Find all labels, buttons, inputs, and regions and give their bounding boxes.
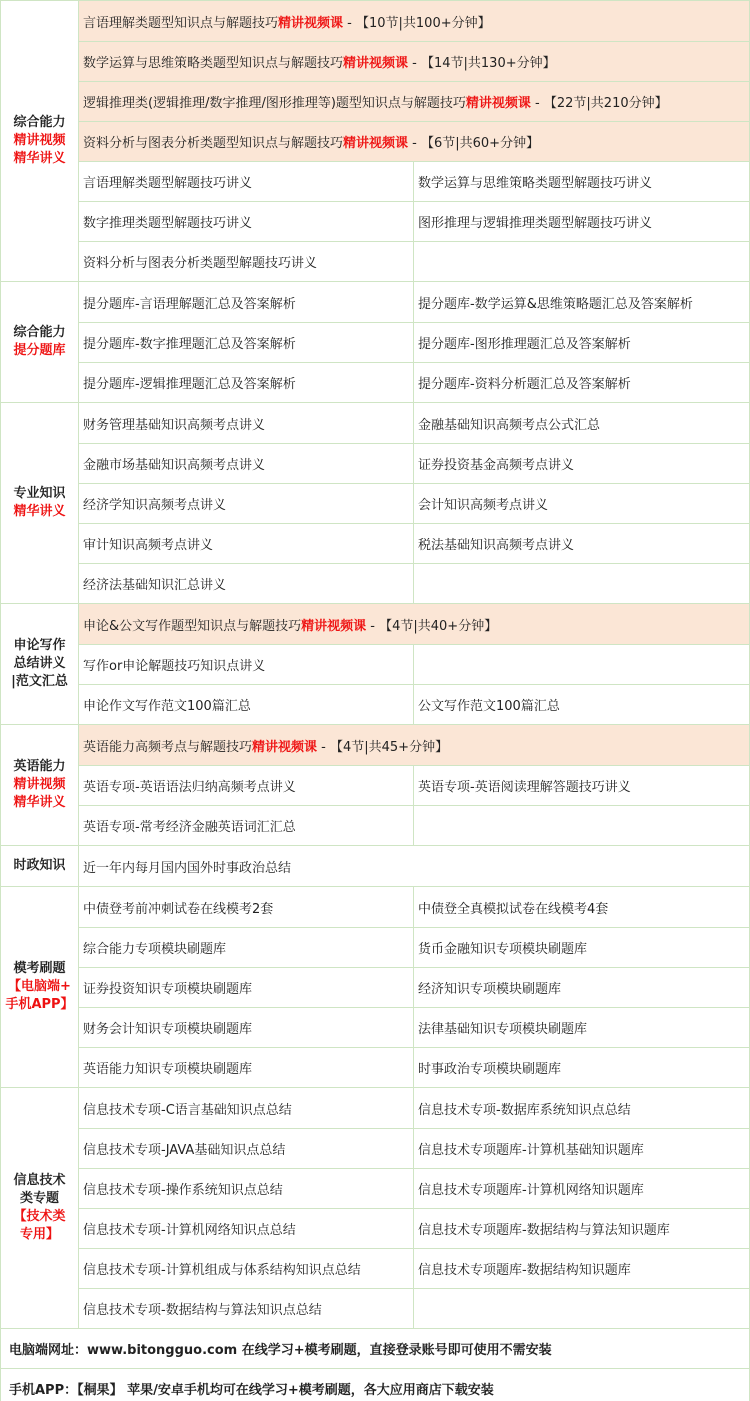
- list-item[interactable]: 审计知识高频考点讲义: [79, 523, 414, 563]
- section-2: [0, 403, 750, 604]
- list-item[interactable]: 英语专项-英语阅读理解答题技巧讲义: [414, 765, 750, 805]
- empty-cell: [414, 563, 750, 603]
- table-row: [79, 1047, 750, 1087]
- section-items: [79, 282, 750, 402]
- table-row: [79, 523, 750, 563]
- empty-cell: [414, 1288, 750, 1328]
- section-label: [0, 846, 79, 886]
- table-row: [79, 362, 750, 402]
- table-row: [79, 443, 750, 483]
- footer-app-info: 手机APP：【桐果】 苹果/安卓手机均可在线学习+模考刷题，各大应用商店下载安装: [0, 1369, 750, 1401]
- section-label: [0, 1, 79, 281]
- list-item[interactable]: 信息技术专项-计算机组成与体系结构知识点总结: [79, 1248, 414, 1288]
- list-item[interactable]: 金融基础知识高频考点公式汇总: [414, 403, 750, 443]
- video-course-tag: 精讲视频课: [278, 15, 344, 31]
- list-item[interactable]: 信息技术专项题库-计算机网络知识题库: [414, 1168, 750, 1208]
- list-item[interactable]: 英语专项-常考经济金融英语词汇汇总: [79, 805, 414, 845]
- video-course-title: 资料分析与图表分析类题型知识点与解题技巧: [83, 136, 344, 151]
- video-course-title: 英语能力高频考点与解题技巧: [83, 739, 253, 755]
- table-row: [79, 1248, 750, 1288]
- list-item[interactable]: 提分题库-资料分析题汇总及答案解析: [414, 362, 750, 402]
- list-item[interactable]: 图形推理与逻辑推理类题型解题技巧讲义: [414, 201, 750, 241]
- section-label-main: 模考刷题: [13, 961, 66, 976]
- section-label-highlight: 精讲视频 精华讲义: [13, 777, 66, 810]
- table-row: [79, 684, 750, 724]
- video-course-duration: - 【14节|共130+分钟】: [408, 56, 556, 71]
- list-item[interactable]: 写作or申论解题技巧知识点讲义: [79, 644, 414, 684]
- list-item[interactable]: 会计知识高频考点讲义: [414, 483, 750, 523]
- video-course-link[interactable]: [79, 725, 750, 765]
- empty-cell: [414, 805, 750, 845]
- list-item[interactable]: 资料分析与图表分析类题型解题技巧讲义: [79, 241, 414, 281]
- table-row: [79, 201, 750, 241]
- section-label-main: 综合能力: [13, 115, 66, 130]
- list-item[interactable]: 法律基础知识专项模块刷题库: [414, 1007, 750, 1047]
- list-item[interactable]: 提分题库-图形推理题汇总及答案解析: [414, 322, 750, 362]
- video-course-duration: - 【6节|共60+分钟】: [408, 136, 540, 151]
- list-item[interactable]: 信息技术专项-计算机网络知识点总结: [79, 1208, 414, 1248]
- list-item[interactable]: 信息技术专项题库-数据结构与算法知识题库: [414, 1208, 750, 1248]
- section-7: [0, 1088, 750, 1329]
- section-items: [79, 1, 750, 281]
- video-course-tag: 精讲视频课: [252, 739, 318, 755]
- list-item[interactable]: 信息技术专项-数据结构与算法知识点总结: [79, 1288, 414, 1328]
- table-row: [79, 927, 750, 967]
- section-label-highlight: 【技术类 专用】: [13, 1209, 66, 1242]
- list-item[interactable]: 综合能力专项模块刷题库: [79, 927, 414, 967]
- table-row: [79, 41, 750, 81]
- section-label-highlight: 【电脑端+ 手机APP】: [5, 979, 74, 1012]
- table-row: [79, 1128, 750, 1168]
- list-item[interactable]: 经济学知识高频考点讲义: [79, 483, 414, 523]
- table-row: [79, 846, 750, 886]
- video-course-duration: - 【10节|共100+分钟】: [343, 15, 491, 31]
- section-label: [0, 1088, 79, 1328]
- list-item[interactable]: 信息技术专项-数据库系统知识点总结: [414, 1088, 750, 1128]
- video-course-link[interactable]: [79, 81, 750, 121]
- list-item[interactable]: 英语能力知识专项模块刷题库: [79, 1047, 414, 1087]
- table-row: [79, 1288, 750, 1328]
- list-item[interactable]: 时事政治专项模块刷题库: [414, 1047, 750, 1087]
- section-items: [79, 403, 750, 603]
- table-row: [79, 241, 750, 281]
- table-row: [79, 161, 750, 201]
- table-row: [79, 805, 750, 845]
- list-item[interactable]: 证券投资基金高频考点讲义: [414, 443, 750, 483]
- video-course-title: 申论&公文写作题型知识点与解题技巧: [83, 618, 302, 634]
- list-item[interactable]: 英语专项-英语语法归纳高频考点讲义: [79, 765, 414, 805]
- list-item[interactable]: 证券投资知识专项模块刷题库: [79, 967, 414, 1007]
- video-course-tag: 精讲视频课: [301, 618, 367, 634]
- list-item[interactable]: 信息技术专项-JAVA基础知识点总结: [79, 1128, 414, 1168]
- video-course-duration: - 【22节|共210分钟】: [530, 96, 668, 111]
- list-item[interactable]: 中债登全真模拟试卷在线模考4套: [414, 887, 750, 927]
- section-label: [0, 403, 79, 603]
- list-item[interactable]: 提分题库-逻辑推理题汇总及答案解析: [79, 362, 414, 402]
- section-0: [0, 1, 750, 282]
- table-row: [79, 483, 750, 523]
- table-row: [79, 1168, 750, 1208]
- list-item[interactable]: 提分题库-言语理解题汇总及答案解析: [79, 282, 414, 322]
- table-row: [79, 322, 750, 362]
- video-course-tag: 精讲视频课: [465, 96, 531, 111]
- video-course-link[interactable]: [79, 41, 750, 81]
- list-item[interactable]: 申论作文写作范文100篇汇总: [79, 684, 414, 724]
- table-row: [79, 563, 750, 603]
- table-row: [79, 604, 750, 644]
- section-label-highlight: 提分题库: [13, 343, 66, 358]
- list-item[interactable]: 货币金融知识专项模块刷题库: [414, 927, 750, 967]
- empty-cell: [414, 241, 750, 281]
- list-item[interactable]: 信息技术专项-C语言基础知识点总结: [79, 1088, 414, 1128]
- video-course-title: 逻辑推理类(逻辑推理/数字推理/图形推理等)题型知识点与解题技巧: [83, 96, 466, 111]
- table-row: [79, 644, 750, 684]
- section-items: [79, 1088, 750, 1328]
- section-3: [0, 604, 750, 725]
- section-label-highlight: 精讲视频 精华讲义: [13, 133, 66, 166]
- list-item[interactable]: 信息技术专项题库-计算机基础知识题库: [414, 1128, 750, 1168]
- section-4: [0, 725, 750, 846]
- section-5: [0, 846, 750, 887]
- section-label: [0, 604, 79, 724]
- list-item[interactable]: 财务会计知识专项模块刷题库: [79, 1007, 414, 1047]
- section-label-highlight: 精华讲义: [13, 504, 66, 519]
- table-row: [79, 967, 750, 1007]
- list-item[interactable]: 提分题库-数学运算&思维策略题汇总及答案解析: [414, 282, 750, 322]
- section-label: [0, 887, 79, 1087]
- table-row: [79, 1208, 750, 1248]
- video-course-tag: 精讲视频课: [343, 136, 409, 151]
- table-row: [79, 765, 750, 805]
- list-item[interactable]: 数学运算与思维策略类题型解题技巧讲义: [414, 161, 750, 201]
- section-6: [0, 887, 750, 1088]
- list-item[interactable]: 经济知识专项模块刷题库: [414, 967, 750, 1007]
- list-item[interactable]: 近一年内每月国内国外时事政治总结: [79, 846, 750, 886]
- section-label-main: 英语能力: [13, 759, 66, 774]
- section-items: [79, 604, 750, 724]
- table-row: [79, 1, 750, 41]
- section-1: [0, 282, 750, 403]
- section-items: [79, 846, 750, 886]
- section-label: [0, 282, 79, 402]
- section-label: [0, 725, 79, 845]
- section-label-main: 综合能力: [13, 325, 66, 340]
- list-item[interactable]: 信息技术专项题库-数据结构知识题库: [414, 1248, 750, 1288]
- section-label-main: 信息技术 类专题: [13, 1173, 66, 1206]
- section-label-main: 时政知识: [13, 858, 66, 873]
- list-item[interactable]: 提分题库-数字推理题汇总及答案解析: [79, 322, 414, 362]
- table-row: [79, 81, 750, 121]
- table-row: [79, 282, 750, 322]
- video-course-link[interactable]: [79, 604, 750, 644]
- list-item[interactable]: 信息技术专项-操作系统知识点总结: [79, 1168, 414, 1208]
- list-item[interactable]: 经济法基础知识汇总讲义: [79, 563, 414, 603]
- video-course-title: 言语理解类题型知识点与解题技巧: [83, 15, 279, 31]
- video-course-duration: - 【4节|共45+分钟】: [317, 739, 449, 755]
- table-row: [79, 1007, 750, 1047]
- table-row: [79, 403, 750, 443]
- section-label-main: 申论写作 总结讲义 |范文汇总: [11, 638, 68, 689]
- video-course-duration: - 【4节|共40+分钟】: [366, 618, 498, 634]
- video-course-link[interactable]: [79, 121, 750, 161]
- empty-cell: [414, 644, 750, 684]
- list-item[interactable]: 数字推理类题型解题技巧讲义: [79, 201, 414, 241]
- list-item[interactable]: 金融市场基础知识高频考点讲义: [79, 443, 414, 483]
- section-items: [79, 725, 750, 845]
- list-item[interactable]: 财务管理基础知识高频考点讲义: [79, 403, 414, 443]
- video-course-link[interactable]: [79, 1, 750, 41]
- footer-web-link[interactable]: 电脑端网址：www.bitongguo.com 在线学习+模考刷题，直接登录账号即可使用不需安装: [0, 1329, 750, 1369]
- list-item[interactable]: 言语理解类题型解题技巧讲义: [79, 161, 414, 201]
- table-row: [79, 1088, 750, 1128]
- list-item[interactable]: 税法基础知识高频考点讲义: [414, 523, 750, 563]
- table-row: [79, 725, 750, 765]
- list-item[interactable]: 中债登考前冲刺试卷在线模考2套: [79, 887, 414, 927]
- list-item[interactable]: 公文写作范文100篇汇总: [414, 684, 750, 724]
- video-course-title: 数学运算与思维策略类题型知识点与解题技巧: [83, 56, 344, 71]
- video-course-tag: 精讲视频课: [343, 56, 409, 71]
- section-label-main: 专业知识: [13, 486, 66, 501]
- section-items: [79, 887, 750, 1087]
- table-row: [79, 121, 750, 161]
- table-row: [79, 887, 750, 927]
